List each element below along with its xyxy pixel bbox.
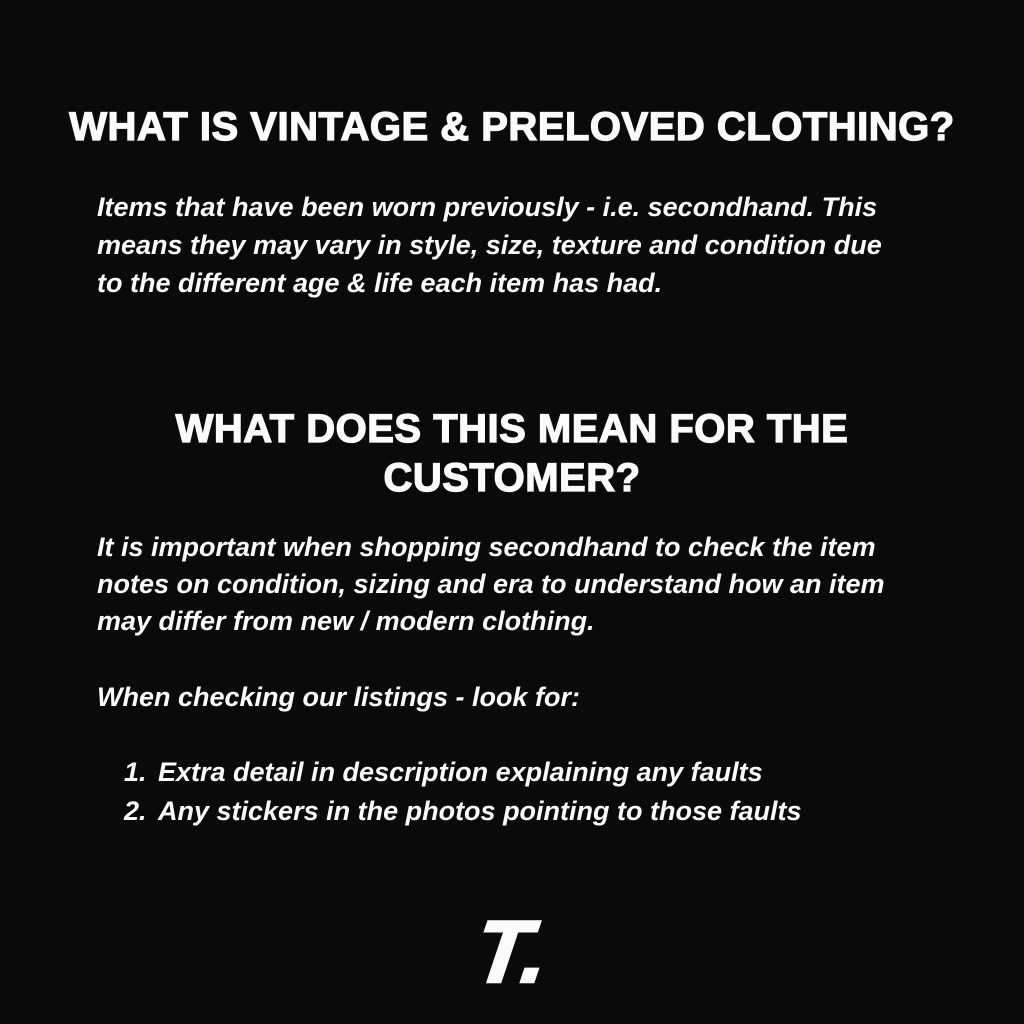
page-title: WHAT IS VINTAGE & PRELOVED CLOTHING? [69,104,955,149]
section-title-line: CUSTOMER? [383,456,641,501]
checklist-item [124,753,802,792]
checklist-item-text: Extra detail in description explaining any faults [158,757,763,787]
section-title-customer [0,405,1024,503]
checklist-item-number: 1. [124,757,147,787]
section-title-line: WHAT DOES THIS MEAN FOR THE [175,407,849,452]
customer-note-line: It is important when shopping secondhand to check the item [97,532,876,562]
customer-note-line: notes on condition, sizing and era to understand how an item [97,569,885,599]
checklist-item [124,792,802,831]
intro-paragraph [97,188,882,302]
customer-note-line: may differ from new / modern clothing. [97,606,595,636]
brand-logo-t-icon: T. [469,902,555,1001]
checklist-item-text: Any stickers in the photos pointing to those faults [158,796,802,826]
intro-line: to the different age & life each item has had. [97,268,663,298]
brand-logo [0,902,1024,1001]
intro-line: Items that have been worn previously - i.e. secondhand. This [97,192,878,222]
intro-line: means they may vary in style, size, texture and condition due [97,230,882,260]
checklist-item-number: 2. [124,796,147,826]
customer-note-paragraph [97,529,885,640]
listings-prompt: When checking our listings - look for: [97,682,581,712]
checklist [124,753,802,831]
